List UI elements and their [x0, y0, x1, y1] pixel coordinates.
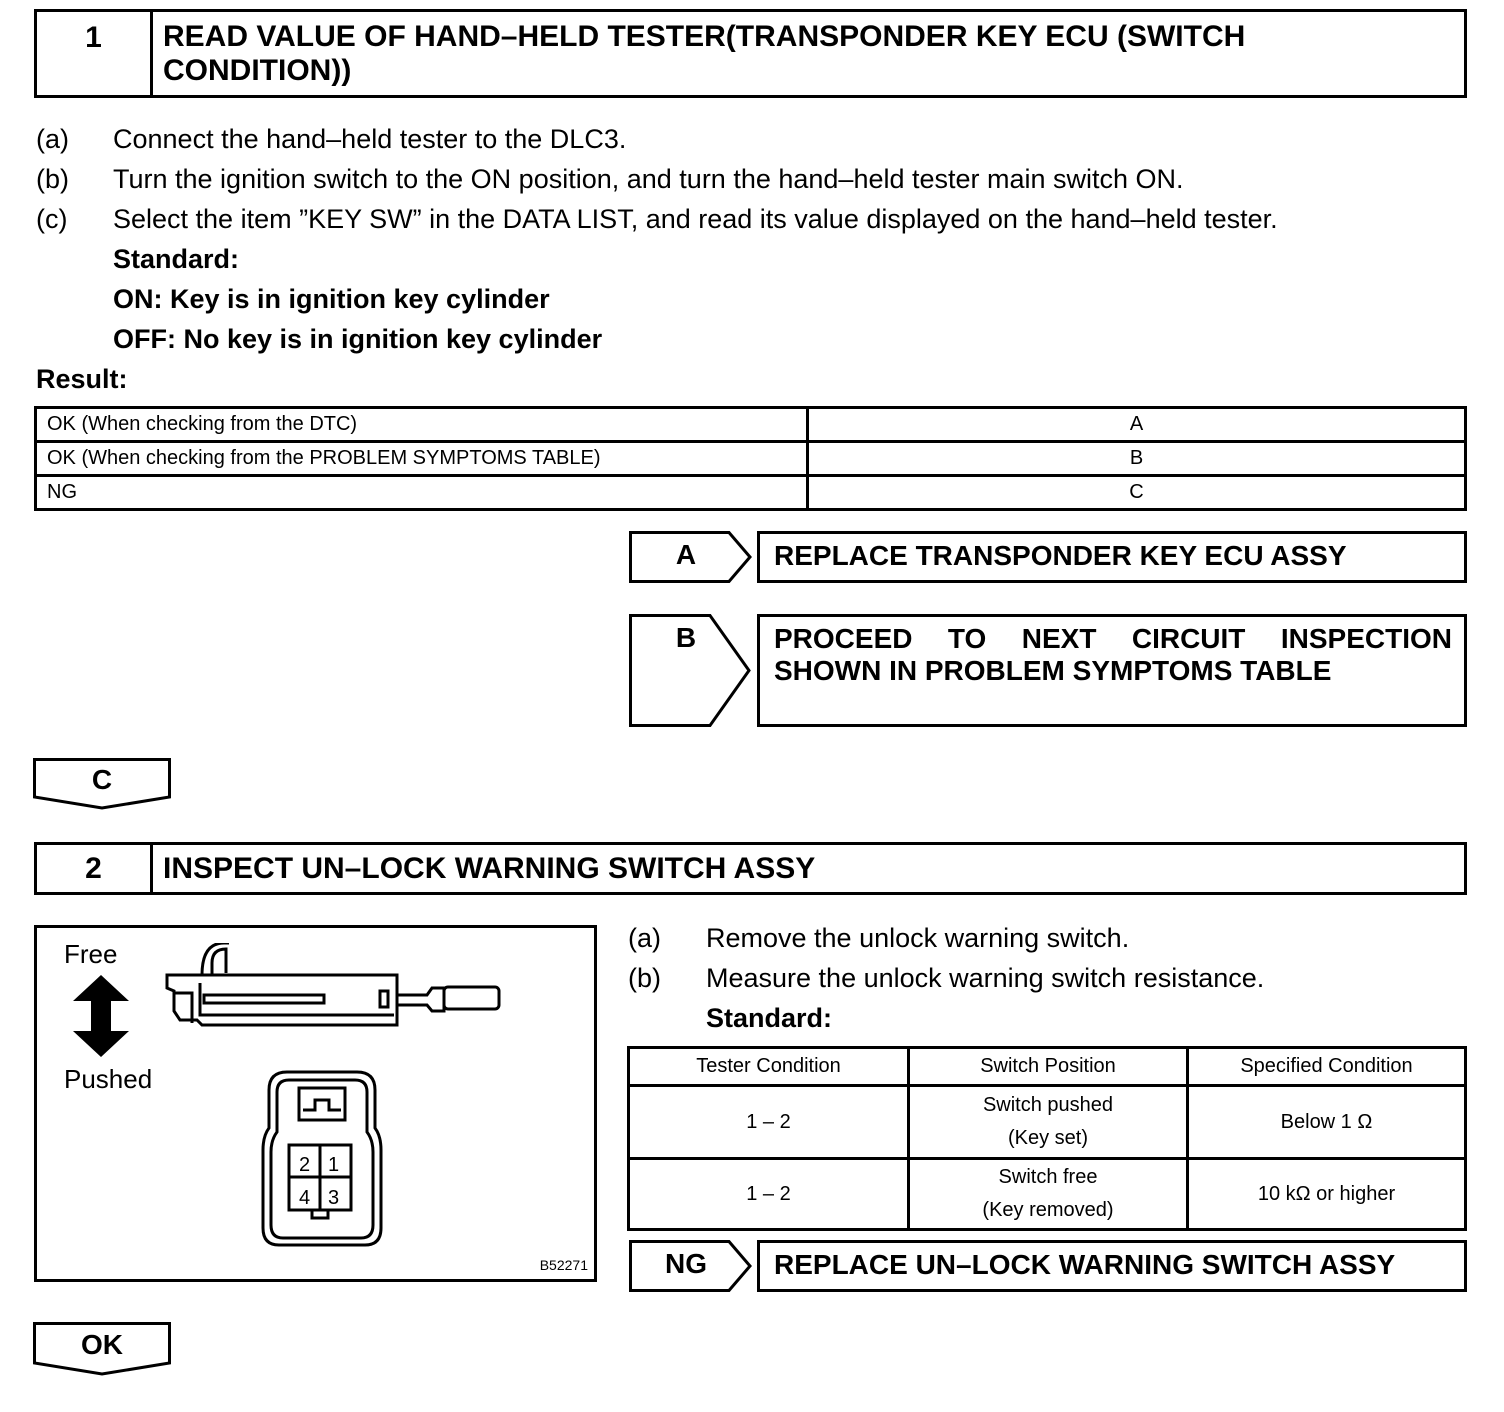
item-tag: (a)	[36, 124, 69, 154]
result-condition: NG	[36, 476, 808, 510]
connector-icon	[257, 1070, 387, 1250]
pin-1-label: 1	[328, 1154, 340, 1176]
action-ng-text: REPLACE UN–LOCK WARNING SWITCH ASSY	[774, 1249, 1396, 1280]
standard-table	[627, 1046, 1467, 1231]
table-header-row	[629, 1048, 1466, 1086]
next-ok-arrow	[33, 1322, 173, 1376]
result-code: B	[808, 442, 1466, 476]
result-ng-arrow	[629, 1240, 753, 1292]
step-1-standard-label: Standard:	[113, 244, 240, 274]
step-1-title	[163, 20, 1454, 88]
item-text: Remove the unlock warning switch.	[706, 923, 1130, 953]
switch-position	[909, 1159, 1188, 1230]
step-1-title-line1: READ VALUE OF HAND–HELD TESTER(TRANSPONDER KEY ECU (SWITCH	[163, 20, 1246, 53]
step-2-number: 2	[37, 845, 153, 892]
step-2-header	[34, 842, 1467, 895]
switch-position	[909, 1086, 1188, 1159]
table-row	[36, 476, 1466, 510]
result-code: C	[808, 476, 1466, 510]
step-2-title: INSPECT UN–LOCK WARNING SWITCH ASSY	[163, 852, 816, 885]
result-condition: OK (When checking from the PROBLEM SYMPTOMS TABLE)	[36, 442, 808, 476]
specified-condition: 10 kΩ or higher	[1188, 1159, 1466, 1230]
specified-condition: Below 1 Ω	[1188, 1086, 1466, 1159]
table-row	[629, 1159, 1466, 1230]
switch-position-line2: (Key removed)	[982, 1199, 1114, 1221]
step-1-standard-on: ON: Key is in ignition key cylinder	[113, 284, 550, 314]
item-tag: (b)	[628, 963, 661, 993]
action-b-line2: SHOWN IN PROBLEM SYMPTOMS TABLE	[774, 655, 1332, 686]
step-1-result-label: Result:	[36, 364, 128, 394]
step-1-title-line2: CONDITION))	[163, 54, 352, 87]
figure-code: B52271	[539, 1257, 588, 1273]
free-label: Free	[64, 939, 118, 969]
result-b-label: B	[675, 622, 697, 653]
tester-condition: 1 – 2	[629, 1159, 909, 1230]
item-tag: (b)	[36, 164, 69, 194]
table-row	[36, 442, 1466, 476]
item-text: Measure the unlock warning switch resistance.	[706, 963, 1265, 993]
switch-position-line2: (Key set)	[1007, 1127, 1089, 1149]
next-c-label: C	[91, 764, 113, 795]
switch-position-line1: Switch free	[998, 1166, 1098, 1188]
pushed-label: Pushed	[64, 1064, 153, 1094]
item-text: Connect the hand–held tester to the DLC3.	[113, 124, 627, 154]
column-header: Switch Position	[909, 1048, 1188, 1086]
item-tag: (a)	[628, 923, 661, 953]
pin-3-label: 3	[328, 1187, 340, 1209]
column-header: Tester Condition	[629, 1048, 909, 1086]
next-ok-label: OK	[81, 1329, 123, 1360]
item-tag: (c)	[36, 204, 68, 234]
step-1-number: 1	[37, 12, 153, 95]
step-2-standard-label: Standard:	[706, 1003, 833, 1033]
table-row	[36, 408, 1466, 442]
action-b-box	[757, 614, 1467, 727]
double-arrow-icon	[71, 975, 131, 1057]
result-table	[34, 406, 1467, 511]
pin-2-label: 2	[299, 1154, 311, 1176]
result-b-arrow	[629, 614, 753, 727]
action-b-line1: PROCEED TO NEXT CIRCUIT INSPECTION	[774, 623, 1452, 654]
switch-position-line1: Switch pushed	[982, 1094, 1114, 1116]
column-header: Specified Condition	[1188, 1048, 1466, 1086]
result-a-label: A	[675, 539, 697, 570]
result-condition: OK (When checking from the DTC)	[36, 408, 808, 442]
item-text: Turn the ignition switch to the ON position, and turn the hand–held tester main switch ON.	[113, 164, 1184, 194]
switch-side-icon	[162, 943, 512, 1038]
table-row	[629, 1086, 1466, 1159]
step-1-header	[34, 9, 1467, 98]
action-a-text: REPLACE TRANSPONDER KEY ECU ASSY	[774, 540, 1347, 571]
next-c-arrow	[33, 758, 173, 810]
item-text: Select the item ”KEY SW” in the DATA LIST, and read its value displayed on the hand–held tester.	[113, 204, 1278, 234]
action-ng-box	[757, 1240, 1467, 1292]
result-code: A	[808, 408, 1466, 442]
result-ng-label: NG	[665, 1248, 707, 1279]
result-a-arrow	[629, 531, 753, 583]
action-b-text	[774, 623, 1452, 687]
tester-condition: 1 – 2	[629, 1086, 909, 1159]
pin-4-label: 4	[299, 1187, 311, 1209]
switch-figure	[34, 925, 597, 1282]
step-1-standard-off: OFF: No key is in ignition key cylinder	[113, 324, 603, 354]
action-a-box	[757, 531, 1467, 583]
